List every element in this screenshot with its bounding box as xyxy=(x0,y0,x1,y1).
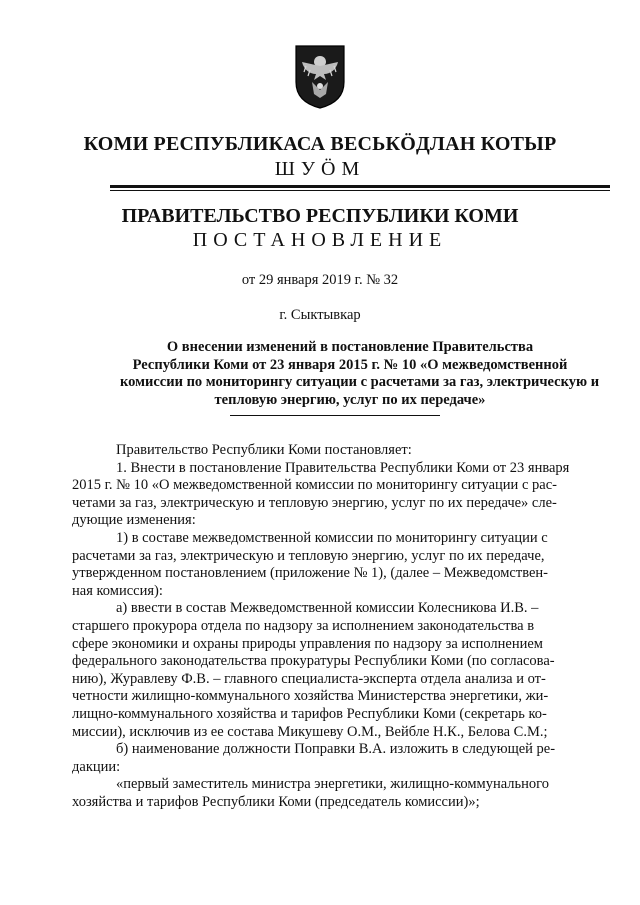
body-line: ная комиссия): xyxy=(72,582,163,599)
subject-underline xyxy=(230,415,440,416)
body-line: 1. Внести в постановление Правительства Республики Коми от 23 января xyxy=(116,459,570,476)
body-line: федерального законодательства прокуратуры Республики Коми (по согласова- xyxy=(72,653,555,670)
body-line: дующие изменения: xyxy=(72,512,196,529)
body-line: утвержденном постановлением (приложение № 1), (далее – Межведомствен- xyxy=(72,565,548,582)
decree-date-number: от 29 января 2019 г. № 32 xyxy=(241,272,399,288)
government-title: ПРАВИТЕЛЬСТВО РЕСПУБЛИКИ КОМИ xyxy=(121,205,519,227)
komi-header-title: КОМИ РЕСПУБЛИКАСА ВЕСЬКӦДЛАН КОТЫР xyxy=(83,133,557,155)
body-line: б) наименование должности Поправки В.А. изложить в следующей ре- xyxy=(116,741,556,758)
body-line: 1) в составе межведомственной комиссии по мониторингу ситуации с xyxy=(116,529,548,546)
body-line: лищно-коммунального хозяйства и тарифов Республики Коми (секретарь ко- xyxy=(72,705,547,722)
body-line: а) ввести в состав Межведомственной комиссии Колесникова И.В. – xyxy=(116,600,539,617)
body-line: хозяйства и тарифов Республики Коми (председатель комиссии)»; xyxy=(72,793,480,810)
subject-line: О внесении изменений в постановление Правительства xyxy=(166,339,534,355)
body-line: миссии), исключив из ее состава Микушеву О.М., Вейбле Н.К., Белова С.М.; xyxy=(72,723,548,740)
decree-city: г. Сыктывкар xyxy=(279,307,361,323)
header-divider-thick xyxy=(110,185,610,188)
decree-subject xyxy=(120,339,600,409)
body-line: четности жилищно-коммунального хозяйства Министерства энергетики, жи- xyxy=(72,688,549,705)
body-line: нию), Журавлеву Ф.В. – главного специалиста-эксперта отдела анализа и от- xyxy=(72,670,546,687)
body-line: старшего прокурора отдела по надзору за исполнением законодательства в xyxy=(72,617,535,634)
body-line: 2015 г. № 10 «О межведомственной комиссии по мониторингу ситуации с рас- xyxy=(72,477,557,494)
komi-header-decree: ШУӦМ xyxy=(274,158,366,180)
komi-coat-of-arms-icon xyxy=(292,42,348,110)
body-line: дакции: xyxy=(72,758,121,775)
decree-body xyxy=(72,442,596,811)
body-line: Правительство Республики Коми постановляет: xyxy=(116,442,412,458)
subject-line: тепловую энергию, услуг по их передаче» xyxy=(214,391,486,408)
body-line: сфере экономики и охраны природы управления по надзору за исполнением xyxy=(72,635,543,652)
body-line: расчетами за газ, электрическую и тепловую энергию, услуг по их передаче, xyxy=(72,547,545,564)
body-line: четами за газ, электрическую и тепловую энергию, услуг по их передаче» сле- xyxy=(72,494,557,511)
decree-heading: ПОСТАНОВЛЕНИЕ xyxy=(192,229,448,251)
subject-line: комиссии по мониторингу ситуации с расчетами за газ, электрическую и xyxy=(120,374,600,390)
body-line: «первый заместитель министра энергетики, жилищно-коммунального xyxy=(116,776,549,793)
subject-line: Республики Коми от 23 января 2015 г. № 10 «О межведомственной xyxy=(132,356,568,373)
header-divider-thin xyxy=(110,190,610,191)
